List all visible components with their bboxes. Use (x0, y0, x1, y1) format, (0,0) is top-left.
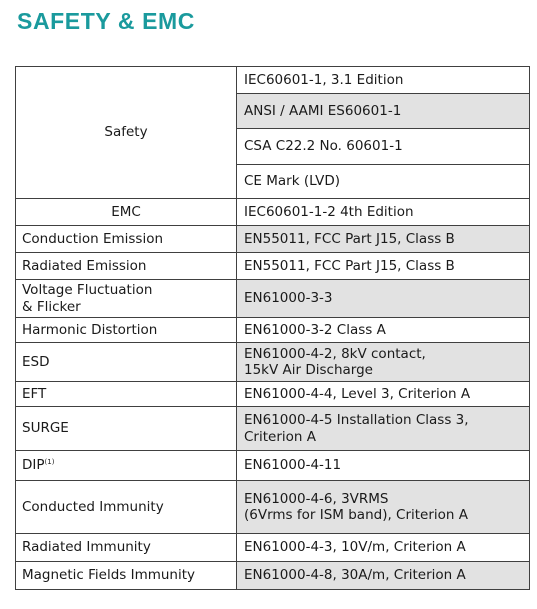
table-row (16, 280, 530, 318)
test-item-label: DIP (22, 457, 45, 474)
safety-standard: CE Mark (LVD) (237, 165, 530, 199)
footnote-marker: (1) (44, 458, 55, 467)
safety-standard: CSA C22.2 No. 60601-1 (237, 129, 530, 165)
table-row (16, 481, 530, 534)
test-item: SURGE (16, 407, 237, 451)
test-standard: EN61000-3-3 (237, 280, 530, 318)
test-item: Harmonic Distortion (16, 318, 237, 343)
safety-standard: ANSI / AAMI ES60601-1 (237, 94, 530, 129)
test-standard: EN55011, FCC Part J15, Class B (237, 226, 530, 253)
emc-standard: IEC60601-1-2 4th Edition (237, 199, 530, 226)
table-row (16, 407, 530, 451)
test-standard: EN61000-4-4, Level 3, Criterion A (237, 382, 530, 407)
safety-label: Safety (16, 67, 237, 199)
table-row (16, 67, 530, 94)
test-standard: EN61000-4-11 (237, 451, 530, 481)
table-row (16, 382, 530, 407)
table-row (16, 318, 530, 343)
test-standard: EN61000-4-2, 8kV contact, 15kV Air Discharge (237, 343, 530, 382)
table-row (16, 226, 530, 253)
safety-emc-table (15, 66, 530, 590)
test-standard: EN61000-4-5 Installation Class 3, Criterion A (237, 407, 530, 451)
test-standard: EN55011, FCC Part J15, Class B (237, 253, 530, 280)
table-row (16, 534, 530, 562)
test-item: EFT (16, 382, 237, 407)
test-item (16, 451, 237, 481)
test-item: Radiated Emission (16, 253, 237, 280)
test-item: ESD (16, 343, 237, 382)
table-row (16, 199, 530, 226)
test-standard: EN61000-4-6, 3VRMS (6Vrms for ISM band), Criterion A (237, 481, 530, 534)
emc-label: EMC (16, 199, 237, 226)
table-row (16, 451, 530, 481)
test-item: Radiated Immunity (16, 534, 237, 562)
table-row (16, 253, 530, 280)
test-item: Magnetic Fields Immunity (16, 562, 237, 590)
test-standard: EN61000-4-8, 30A/m, Criterion A (237, 562, 530, 590)
table-row (16, 343, 530, 382)
table-row (16, 562, 530, 590)
test-item: Conducted Immunity (16, 481, 237, 534)
test-item: Conduction Emission (16, 226, 237, 253)
safety-standard: IEC60601-1, 3.1 Edition (237, 67, 530, 94)
test-standard: EN61000-3-2 Class A (237, 318, 530, 343)
section-title: SAFETY & EMC (17, 8, 196, 34)
test-standard: EN61000-4-3, 10V/m, Criterion A (237, 534, 530, 562)
test-item: Voltage Fluctuation & Flicker (16, 280, 237, 318)
